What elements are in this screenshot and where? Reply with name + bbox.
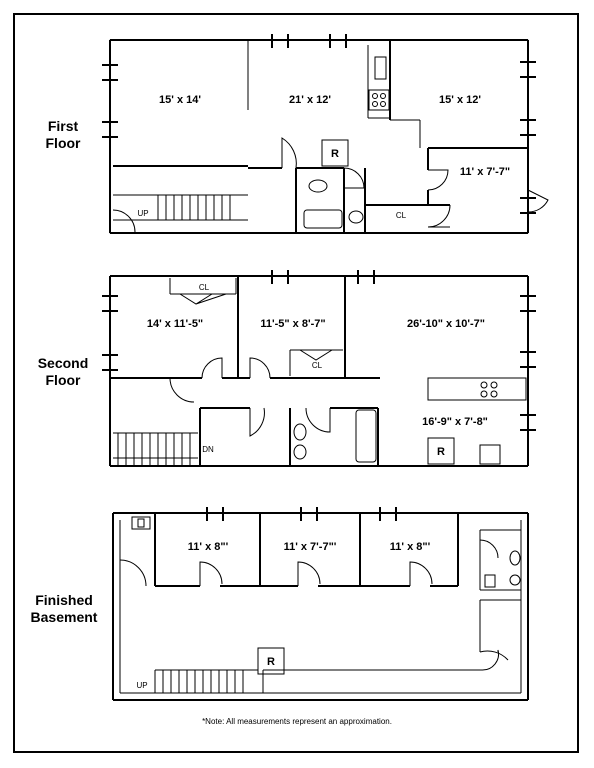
first-floor-plan <box>102 34 548 233</box>
second-floor-title-line1: Second <box>37 355 89 371</box>
second-room-3-dim: 26'-10" x 10'-7" <box>406 318 486 330</box>
first-room-4-dim: 11' x 7'-7" <box>459 166 511 178</box>
basement-stairs <box>155 670 258 693</box>
second-range-label: R <box>437 446 445 458</box>
first-room-2-dim: 21' x 12' <box>289 94 331 106</box>
first-floor-windows <box>102 34 536 213</box>
basement-room-1-dim: 11' x 8"' <box>187 541 229 553</box>
second-room-4-dim: 16'-9" x 7'-8" <box>422 416 488 428</box>
second-room-1-dim: 14' x 11'-5" <box>146 318 204 330</box>
basement-stairs-label: UP <box>136 681 148 690</box>
basement-title-line2: Basement <box>30 609 98 625</box>
second-stairs-label: DN <box>202 445 214 454</box>
first-room-3-dim: 15' x 12' <box>439 94 481 106</box>
basement-room-3-dim: 11' x 8"' <box>389 541 431 553</box>
second-closet-1-label: CL <box>198 283 210 292</box>
first-floor-stairs <box>113 195 248 220</box>
basement-range-label: R <box>267 656 275 668</box>
basement-title-line1: Finished <box>35 592 93 608</box>
second-closet-2-label: CL <box>311 361 323 370</box>
second-floor-title-line2: Floor <box>45 372 81 388</box>
first-range-label: R <box>331 148 339 160</box>
first-stairs-label: UP <box>137 209 149 218</box>
basement-plan <box>113 507 528 700</box>
second-floor-stairs <box>113 433 198 466</box>
measurement-note: *Note: All measurements represent an approximation. <box>202 717 392 726</box>
basement-room-2-dim: 11' x 7'-7"' <box>283 541 337 553</box>
first-room-1-dim: 15' x 14' <box>159 94 201 106</box>
second-floor-plan <box>102 270 536 466</box>
first-floor-outer-wall <box>110 40 528 233</box>
second-room-2-dim: 11'-5" x 8'-7" <box>260 318 326 330</box>
first-floor-title-line1: First <box>47 118 79 134</box>
first-floor-title-line2: Floor <box>45 135 81 151</box>
first-closet-label: CL <box>395 211 407 220</box>
